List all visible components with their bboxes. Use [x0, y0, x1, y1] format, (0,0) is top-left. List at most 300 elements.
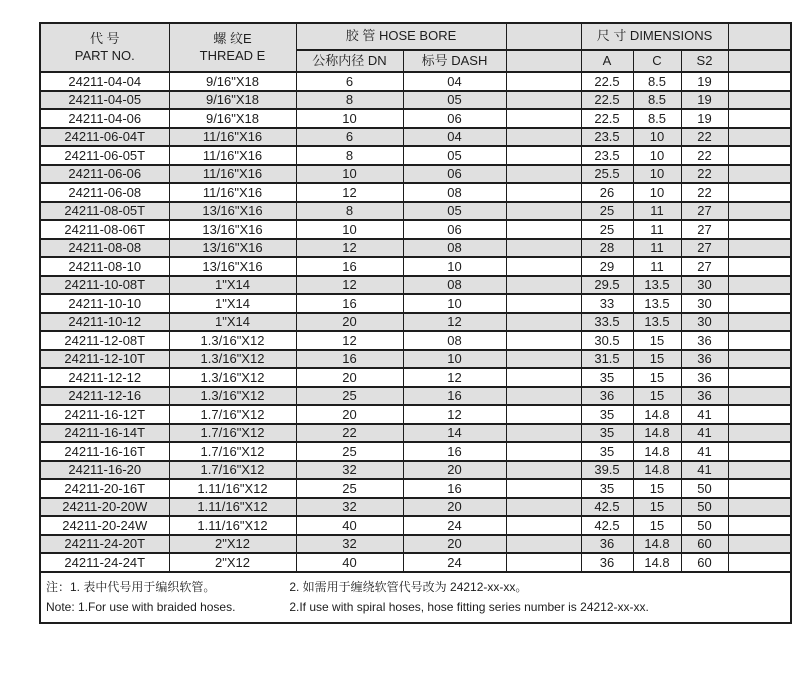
cell-thread: 1"X14	[169, 313, 296, 332]
cell-s2: 36	[681, 331, 728, 350]
cell-a: 26	[581, 183, 633, 202]
table-row	[40, 146, 791, 165]
table-row	[40, 331, 791, 350]
note-cn-1: 注：1. 表中代号用于编织软管。	[46, 579, 216, 594]
table-row	[40, 350, 791, 369]
table-row	[40, 294, 791, 313]
cell-dash: 05	[403, 91, 506, 110]
table-row	[40, 313, 791, 332]
cell-spacer	[506, 276, 581, 295]
cell-s2: 36	[681, 368, 728, 387]
cell-part: 24211-20-16T	[40, 479, 169, 498]
table-header	[40, 23, 791, 72]
cell-s2: 19	[681, 72, 728, 91]
table-row	[40, 257, 791, 276]
cell-dash: 08	[403, 276, 506, 295]
cell-spacer	[506, 146, 581, 165]
header-dn: 公称内径 DN	[296, 50, 403, 72]
cell-dn: 8	[296, 146, 403, 165]
cell-a: 25	[581, 202, 633, 221]
cell-thread: 11/16"X16	[169, 183, 296, 202]
cell-s2: 19	[681, 91, 728, 110]
cell-spacer	[728, 553, 791, 572]
note-line-cn	[46, 577, 790, 597]
cell-a: 42.5	[581, 498, 633, 517]
header-spacer-left	[506, 23, 581, 50]
cell-dn: 16	[296, 294, 403, 313]
cell-spacer	[506, 257, 581, 276]
cell-spacer	[506, 165, 581, 184]
cell-s2: 22	[681, 128, 728, 147]
table-row	[40, 276, 791, 295]
cell-c: 13.5	[633, 294, 681, 313]
cell-spacer	[728, 479, 791, 498]
cell-c: 15	[633, 350, 681, 369]
header-a: A	[581, 50, 633, 72]
cell-c: 15	[633, 479, 681, 498]
header-dimensions: 尺 寸 DIMENSIONS	[581, 23, 728, 50]
cell-a: 23.5	[581, 128, 633, 147]
cell-part: 24211-16-14T	[40, 424, 169, 443]
cell-dash: 20	[403, 498, 506, 517]
cell-part: 24211-08-06T	[40, 220, 169, 239]
cell-c: 8.5	[633, 91, 681, 110]
cell-dash: 05	[403, 146, 506, 165]
cell-s2: 36	[681, 350, 728, 369]
cell-spacer	[506, 405, 581, 424]
spec-table	[39, 22, 792, 624]
cell-dash: 06	[403, 109, 506, 128]
cell-s2: 22	[681, 183, 728, 202]
cell-part: 24211-20-20W	[40, 498, 169, 517]
cell-dash: 24	[403, 553, 506, 572]
cell-part: 24211-12-10T	[40, 350, 169, 369]
cell-dash: 08	[403, 331, 506, 350]
cell-dn: 8	[296, 202, 403, 221]
cell-spacer	[506, 72, 581, 91]
table-row	[40, 387, 791, 406]
cell-a: 23.5	[581, 146, 633, 165]
cell-thread: 9/16"X18	[169, 109, 296, 128]
table-body	[40, 72, 791, 572]
cell-dash: 12	[403, 313, 506, 332]
cell-dn: 12	[296, 276, 403, 295]
cell-s2: 41	[681, 424, 728, 443]
cell-dash: 16	[403, 479, 506, 498]
cell-part: 24211-12-08T	[40, 331, 169, 350]
cell-s2: 19	[681, 109, 728, 128]
cell-thread: 1.11/16"X12	[169, 516, 296, 535]
cell-c: 11	[633, 257, 681, 276]
cell-dash: 04	[403, 128, 506, 147]
cell-part: 24211-06-06	[40, 165, 169, 184]
cell-spacer	[728, 72, 791, 91]
cell-thread: 1.3/16"X12	[169, 387, 296, 406]
cell-dn: 8	[296, 91, 403, 110]
header-c: C	[633, 50, 681, 72]
cell-s2: 41	[681, 442, 728, 461]
cell-thread: 1.11/16"X12	[169, 498, 296, 517]
cell-thread: 1.11/16"X12	[169, 479, 296, 498]
cell-spacer	[728, 313, 791, 332]
table-footer	[40, 572, 791, 624]
cell-dash: 05	[403, 202, 506, 221]
cell-spacer	[728, 294, 791, 313]
cell-thread: 9/16"X18	[169, 72, 296, 91]
cell-c: 15	[633, 387, 681, 406]
cell-spacer	[728, 128, 791, 147]
cell-dash: 08	[403, 183, 506, 202]
cell-part: 24211-16-12T	[40, 405, 169, 424]
cell-spacer	[728, 220, 791, 239]
cell-a: 35	[581, 479, 633, 498]
cell-c: 13.5	[633, 313, 681, 332]
cell-a: 35	[581, 424, 633, 443]
cell-dn: 10	[296, 220, 403, 239]
cell-spacer	[728, 405, 791, 424]
cell-part: 24211-08-10	[40, 257, 169, 276]
cell-thread: 9/16"X18	[169, 91, 296, 110]
cell-s2: 36	[681, 387, 728, 406]
cell-thread: 11/16"X16	[169, 146, 296, 165]
cell-spacer	[506, 91, 581, 110]
cell-a: 36	[581, 387, 633, 406]
cell-dn: 12	[296, 331, 403, 350]
cell-spacer	[506, 535, 581, 554]
cell-spacer	[728, 146, 791, 165]
cell-spacer	[728, 257, 791, 276]
cell-dn: 20	[296, 313, 403, 332]
cell-spacer	[506, 331, 581, 350]
note-line-en	[46, 597, 790, 617]
cell-spacer	[728, 276, 791, 295]
cell-spacer	[728, 350, 791, 369]
cell-spacer	[506, 461, 581, 480]
cell-dash: 10	[403, 350, 506, 369]
cell-spacer	[506, 368, 581, 387]
cell-spacer	[506, 442, 581, 461]
cell-spacer	[506, 498, 581, 517]
cell-spacer	[506, 313, 581, 332]
cell-part: 24211-20-24W	[40, 516, 169, 535]
cell-dn: 25	[296, 387, 403, 406]
cell-spacer	[728, 516, 791, 535]
cell-s2: 30	[681, 294, 728, 313]
table-row	[40, 239, 791, 258]
cell-a: 35	[581, 442, 633, 461]
header-spacer-right-2	[728, 50, 791, 72]
cell-dash: 10	[403, 294, 506, 313]
cell-a: 36	[581, 553, 633, 572]
table-row	[40, 405, 791, 424]
cell-c: 14.8	[633, 553, 681, 572]
cell-spacer	[506, 183, 581, 202]
cell-part: 24211-24-20T	[40, 535, 169, 554]
cell-s2: 30	[681, 276, 728, 295]
cell-dn: 25	[296, 479, 403, 498]
cell-a: 22.5	[581, 91, 633, 110]
cell-c: 15	[633, 331, 681, 350]
cell-c: 15	[633, 368, 681, 387]
cell-dash: 16	[403, 442, 506, 461]
cell-spacer	[728, 91, 791, 110]
cell-a: 31.5	[581, 350, 633, 369]
cell-dash: 12	[403, 368, 506, 387]
cell-spacer	[728, 239, 791, 258]
cell-part: 24211-08-08	[40, 239, 169, 258]
header-s2: S2	[681, 50, 728, 72]
cell-s2: 41	[681, 405, 728, 424]
table-row	[40, 72, 791, 91]
cell-s2: 50	[681, 479, 728, 498]
cell-spacer	[506, 553, 581, 572]
cell-a: 35	[581, 368, 633, 387]
cell-c: 10	[633, 128, 681, 147]
cell-c: 10	[633, 165, 681, 184]
cell-spacer	[728, 368, 791, 387]
header-thread	[169, 23, 296, 72]
cell-a: 33	[581, 294, 633, 313]
cell-dash: 06	[403, 220, 506, 239]
cell-dash: 12	[403, 405, 506, 424]
cell-spacer	[728, 183, 791, 202]
cell-dash: 10	[403, 257, 506, 276]
cell-part: 24211-04-05	[40, 91, 169, 110]
table-row	[40, 202, 791, 221]
cell-part: 24211-04-04	[40, 72, 169, 91]
cell-c: 8.5	[633, 109, 681, 128]
table-row	[40, 128, 791, 147]
cell-c: 11	[633, 220, 681, 239]
cell-thread: 1.7/16"X12	[169, 424, 296, 443]
header-thread-en: THREAD E	[199, 47, 266, 63]
header-part-no	[40, 23, 169, 72]
cell-spacer	[506, 220, 581, 239]
cell-thread: 1"X14	[169, 276, 296, 295]
table-row	[40, 109, 791, 128]
cell-s2: 27	[681, 239, 728, 258]
cell-a: 29	[581, 257, 633, 276]
cell-thread: 1.3/16"X12	[169, 331, 296, 350]
cell-spacer	[506, 239, 581, 258]
cell-part: 24211-12-12	[40, 368, 169, 387]
cell-thread: 1.7/16"X12	[169, 461, 296, 480]
header-spacer-left-2	[506, 50, 581, 72]
table-row	[40, 165, 791, 184]
cell-a: 35	[581, 405, 633, 424]
cell-part: 24211-16-16T	[40, 442, 169, 461]
cell-c: 14.8	[633, 424, 681, 443]
header-row-1	[40, 23, 791, 50]
cell-spacer	[728, 535, 791, 554]
cell-dash: 08	[403, 239, 506, 258]
cell-dn: 32	[296, 535, 403, 554]
cell-c: 11	[633, 202, 681, 221]
cell-c: 14.8	[633, 405, 681, 424]
cell-s2: 60	[681, 553, 728, 572]
cell-a: 22.5	[581, 109, 633, 128]
cell-s2: 27	[681, 220, 728, 239]
cell-thread: 1.3/16"X12	[169, 368, 296, 387]
table-row	[40, 220, 791, 239]
table-row	[40, 461, 791, 480]
cell-thread: 11/16"X16	[169, 165, 296, 184]
cell-part: 24211-04-06	[40, 109, 169, 128]
cell-spacer	[506, 202, 581, 221]
notes-row	[40, 572, 791, 624]
cell-dn: 20	[296, 405, 403, 424]
cell-part: 24211-06-04T	[40, 128, 169, 147]
cell-dn: 6	[296, 128, 403, 147]
cell-part: 24211-06-05T	[40, 146, 169, 165]
header-part-no-en: PART NO.	[74, 47, 135, 63]
header-part-no-cn: 代 号	[89, 30, 120, 46]
cell-part: 24211-10-10	[40, 294, 169, 313]
table-row	[40, 368, 791, 387]
cell-spacer	[506, 516, 581, 535]
note-en-2: 2.If use with spiral hoses, hose fitting series number is 24212-xx-xx.	[289, 599, 649, 614]
table-row	[40, 479, 791, 498]
cell-thread: 2"X12	[169, 553, 296, 572]
cell-a: 29.5	[581, 276, 633, 295]
note-en-1: Note: 1.For use with braided hoses.	[46, 599, 236, 614]
cell-c: 14.8	[633, 461, 681, 480]
header-thread-cn: 螺 纹E	[213, 30, 252, 46]
cell-spacer	[506, 294, 581, 313]
cell-dn: 12	[296, 183, 403, 202]
cell-thread: 1.7/16"X12	[169, 405, 296, 424]
cell-a: 42.5	[581, 516, 633, 535]
cell-a: 28	[581, 239, 633, 258]
cell-thread: 13/16"X16	[169, 257, 296, 276]
cell-s2: 50	[681, 516, 728, 535]
cell-c: 13.5	[633, 276, 681, 295]
cell-dash: 16	[403, 387, 506, 406]
cell-dn: 12	[296, 239, 403, 258]
cell-c: 14.8	[633, 535, 681, 554]
cell-dn: 16	[296, 350, 403, 369]
table-row	[40, 183, 791, 202]
cell-s2: 50	[681, 498, 728, 517]
cell-spacer	[506, 109, 581, 128]
cell-part: 24211-10-12	[40, 313, 169, 332]
cell-s2: 22	[681, 165, 728, 184]
cell-dash: 20	[403, 535, 506, 554]
cell-c: 10	[633, 146, 681, 165]
cell-spacer	[506, 128, 581, 147]
cell-s2: 60	[681, 535, 728, 554]
cell-spacer	[728, 498, 791, 517]
cell-dn: 40	[296, 516, 403, 535]
table-row	[40, 535, 791, 554]
header-spacer-right	[728, 23, 791, 50]
cell-dn: 10	[296, 165, 403, 184]
cell-c: 8.5	[633, 72, 681, 91]
cell-a: 25.5	[581, 165, 633, 184]
cell-s2: 27	[681, 257, 728, 276]
cell-dash: 06	[403, 165, 506, 184]
cell-part: 24211-12-16	[40, 387, 169, 406]
table-row	[40, 516, 791, 535]
cell-c: 11	[633, 239, 681, 258]
cell-spacer	[728, 109, 791, 128]
cell-spacer	[728, 424, 791, 443]
cell-spacer	[728, 165, 791, 184]
cell-a: 22.5	[581, 72, 633, 91]
cell-dash: 04	[403, 72, 506, 91]
cell-spacer	[506, 479, 581, 498]
table-row	[40, 498, 791, 517]
cell-a: 36	[581, 535, 633, 554]
cell-a: 39.5	[581, 461, 633, 480]
cell-spacer	[728, 461, 791, 480]
cell-s2: 22	[681, 146, 728, 165]
cell-spacer	[506, 387, 581, 406]
cell-spacer	[728, 387, 791, 406]
cell-thread: 13/16"X16	[169, 220, 296, 239]
cell-thread: 1.7/16"X12	[169, 442, 296, 461]
table-row	[40, 91, 791, 110]
cell-dn: 16	[296, 257, 403, 276]
cell-spacer	[728, 331, 791, 350]
cell-spacer	[506, 424, 581, 443]
cell-part: 24211-08-05T	[40, 202, 169, 221]
notes-cell	[40, 572, 791, 624]
cell-thread: 1"X14	[169, 294, 296, 313]
cell-s2: 27	[681, 202, 728, 221]
table-row	[40, 553, 791, 572]
cell-s2: 30	[681, 313, 728, 332]
cell-part: 24211-16-20	[40, 461, 169, 480]
cell-dash: 24	[403, 516, 506, 535]
cell-dn: 22	[296, 424, 403, 443]
cell-c: 14.8	[633, 442, 681, 461]
cell-thread: 1.3/16"X12	[169, 350, 296, 369]
cell-dn: 6	[296, 72, 403, 91]
cell-c: 15	[633, 498, 681, 517]
cell-dash: 20	[403, 461, 506, 480]
cell-c: 10	[633, 183, 681, 202]
cell-spacer	[728, 202, 791, 221]
cell-thread: 13/16"X16	[169, 239, 296, 258]
cell-c: 15	[633, 516, 681, 535]
cell-dn: 20	[296, 368, 403, 387]
table-row	[40, 424, 791, 443]
cell-dn: 32	[296, 498, 403, 517]
cell-dash: 14	[403, 424, 506, 443]
cell-thread: 13/16"X16	[169, 202, 296, 221]
header-hose-bore: 胶 管 HOSE BORE	[296, 23, 506, 50]
cell-a: 25	[581, 220, 633, 239]
cell-thread: 2"X12	[169, 535, 296, 554]
cell-part: 24211-06-08	[40, 183, 169, 202]
note-cn-2: 2. 如需用于缠绕软管代号改为 24212-xx-xx。	[289, 579, 528, 594]
cell-spacer	[506, 350, 581, 369]
cell-dn: 10	[296, 109, 403, 128]
cell-s2: 41	[681, 461, 728, 480]
cell-a: 33.5	[581, 313, 633, 332]
cell-dn: 40	[296, 553, 403, 572]
cell-part: 24211-24-24T	[40, 553, 169, 572]
cell-dn: 25	[296, 442, 403, 461]
cell-part: 24211-10-08T	[40, 276, 169, 295]
table-row	[40, 442, 791, 461]
cell-a: 30.5	[581, 331, 633, 350]
cell-spacer	[728, 442, 791, 461]
cell-thread: 11/16"X16	[169, 128, 296, 147]
header-dash: 标号 DASH	[403, 50, 506, 72]
cell-dn: 32	[296, 461, 403, 480]
